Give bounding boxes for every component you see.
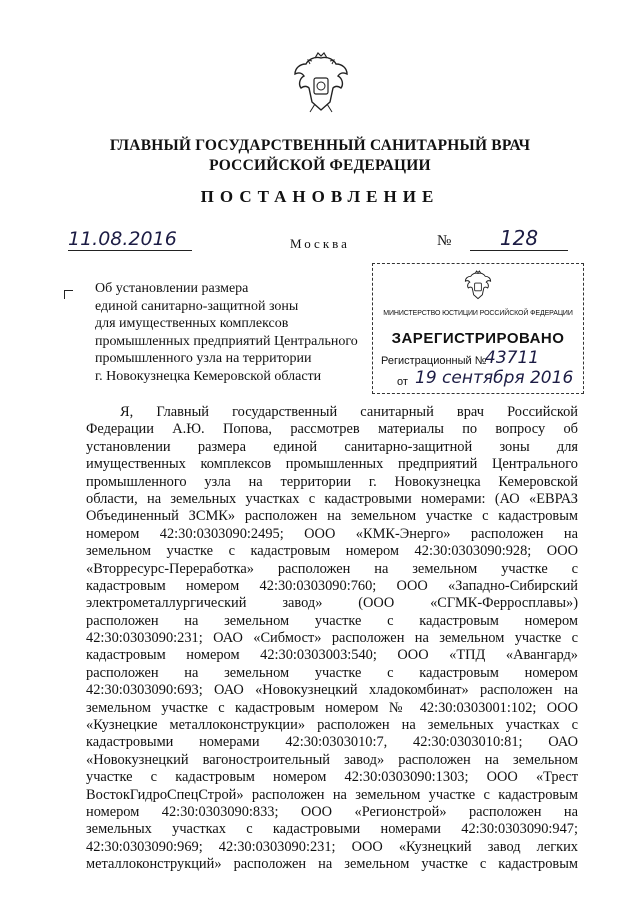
body-line: 42:30:0303090:231; ОАО «Сибмост» расположен на земельном участке с xyxy=(86,630,578,647)
subject-corner-mark xyxy=(64,290,73,299)
body-line: кадастровым номером 42:30:0303090:760; ООО «Западно-Сибирский xyxy=(86,577,578,594)
stamp-reg-number: 43711 xyxy=(485,348,540,368)
subject-line: единой санитарно-защитной зоны xyxy=(95,298,299,314)
document-subject xyxy=(95,280,363,385)
body-line: ВостокГидроСпецСтрой» расположен на земельном участке с кадастровым xyxy=(86,786,578,803)
body-line: 42:30:0303090:693; ОАО «Новокузнецкий хладокомбинат» расположен на xyxy=(86,682,578,699)
issuer-title-line1: ГЛАВНЫЙ ГОСУДАРСТВЕННЫЙ САНИТАРНЫЙ ВРАЧ xyxy=(109,137,531,154)
body-line: «Новокузнецкий вагоностроительный завод» расположен на земельном xyxy=(86,751,578,768)
document-type-heading: ПОСТАНОВЛЕНИЕ xyxy=(200,187,440,206)
body-line: «Кузнецкие металлоконструкции» расположен на земельных участках с xyxy=(86,717,578,734)
subject-line: промышленных предприятий Центрального xyxy=(95,333,358,349)
subject-line: Об установлении размера xyxy=(95,281,249,296)
document-number-label: № xyxy=(437,233,452,249)
stamp-ministry-name: МИНИСТЕРСТВО ЮСТИЦИИ РОССИЙСКОЙ ФЕДЕРАЦИИ xyxy=(383,310,573,317)
document-body xyxy=(86,404,578,874)
stamp-reg-number-label: Регистрационный № xyxy=(381,355,487,367)
body-line: расположен на земельном участке с кадастровым номером xyxy=(86,612,578,629)
issuer-title-line2: РОССИЙСКОЙ ФЕДЕРАЦИИ xyxy=(209,157,431,174)
subject-line: промышленного узла на территории xyxy=(95,351,312,366)
document-number: 128 xyxy=(470,226,568,251)
body-line: номером 42:30:0303090:833; ООО «Регионстрой» расположен на xyxy=(86,803,578,820)
body-line: установлении размера единой санитарно-защитной зоны для xyxy=(86,438,578,455)
body-line: кадастровым номером 42:30:0303003:540; ООО «ТПД «Авангард» xyxy=(86,647,578,664)
body-line: Объединенный ЗСМК» расположен на земельном участке с кадастровым xyxy=(86,508,578,525)
body-line: «Вторресурс-Переработка» расположен на земельном участке с xyxy=(86,560,578,577)
body-line: Я, Главный государственный санитарный врач Российской xyxy=(120,404,578,420)
registration-stamp xyxy=(372,263,584,394)
body-line: имущественных комплексов промышленных предприятий Центрального xyxy=(86,456,578,473)
body-line: электрометаллургический завод» (ООО «СГМК-Ферросплавы») xyxy=(86,595,578,612)
stamp-registered-label: ЗАРЕГИСТРИРОВАНО xyxy=(391,330,565,347)
document-city: Москва xyxy=(290,236,350,251)
stamp-emblem-icon xyxy=(463,270,493,302)
body-line: земельных участках с кадастровыми номерами 42:30:0303090:947; xyxy=(86,821,578,838)
body-line: расположен на земельном участке с кадастровым номером xyxy=(86,664,578,681)
body-line: металлоконструкций» расположен на земельном участке с кадастровым xyxy=(86,856,578,873)
coat-of-arms-emblem xyxy=(290,52,352,116)
body-line: земельном участке с кадастровым номером 42:30:0303090:928; ООО xyxy=(86,543,578,560)
body-line: Федерации А.Ю. Попова, рассмотрев материалы по вопросу об xyxy=(86,421,578,438)
document-date: 11.08.2016 xyxy=(68,228,192,251)
body-line: промышленного узла на территории г. Новокузнецка Кемеровской xyxy=(86,473,578,490)
stamp-reg-date: 19 сентября 2016 xyxy=(415,368,574,388)
body-line: 42:30:0303090:969; 42:30:0303090:231; ООО «Кузнецкий завод легких xyxy=(86,838,578,855)
body-line: номером 42:30:0303090:2495; ООО «КМК-Энерго» расположен на xyxy=(86,525,578,542)
body-line: кадастровыми номерами 42:30:0303010:7, 42:30:0303010:81; ОАО xyxy=(86,734,578,751)
body-line: участке с кадастровым номером 42:30:0303090:1303; ООО «Трест xyxy=(86,769,578,786)
subject-line: для имущественных комплексов xyxy=(95,316,289,331)
stamp-from-label: от xyxy=(397,376,408,388)
subject-line: г. Новокузнецка Кемеровской области xyxy=(95,368,322,384)
body-line: области, на земельных участках с кадастровыми номерами: (АО «ЕВРАЗ xyxy=(86,490,578,507)
body-line: земельном участке с кадастровым номером № 42:30:0303001:102; ООО xyxy=(86,699,578,716)
